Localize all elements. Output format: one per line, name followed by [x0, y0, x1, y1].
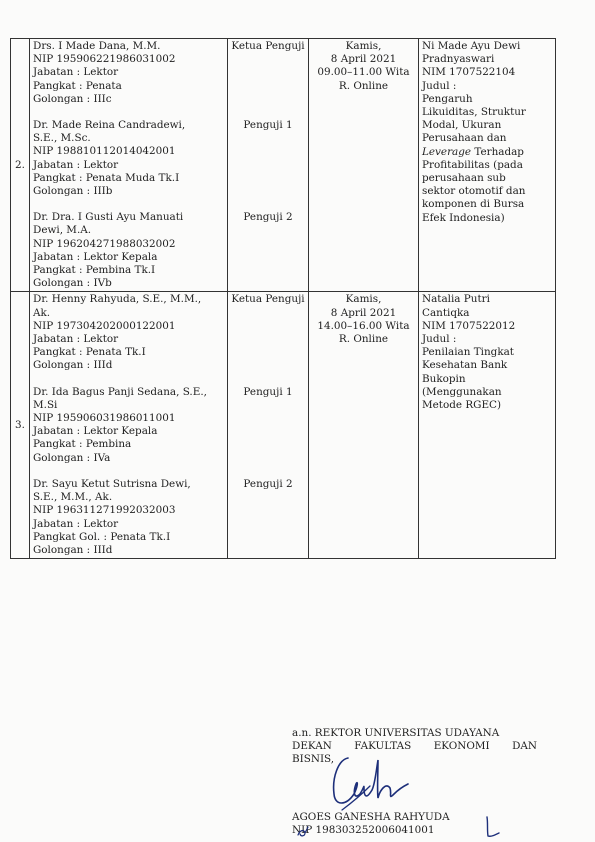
signature-on-behalf-line: a.n. REKTOR UNIVERSITAS UDAYANA [292, 727, 500, 739]
examiner-entry [33, 293, 224, 372]
spacer [231, 359, 305, 372]
examiner-jabatan: Jabatan : Lektor [33, 517, 119, 530]
examiner-golongan: Golongan : IVb [33, 277, 112, 290]
thesis-title-line: Metode RGEC) [422, 399, 502, 412]
examiner-name-line: M.Si [33, 398, 58, 411]
spacer [231, 224, 305, 237]
schedule-day: Kamis, [345, 293, 382, 306]
row-number [11, 39, 30, 292]
thesis-title-label: Judul : [422, 79, 457, 92]
student-nim: NIM 1707522012 [422, 319, 516, 332]
thesis-title-line: Efek Indonesia) [422, 211, 505, 224]
spacer [231, 531, 305, 544]
spacer [231, 145, 305, 158]
examiner-nip: NIP 195906221986031002 [33, 53, 176, 66]
examiner-jabatan: Jabatan : Lektor Kepala [33, 425, 158, 438]
signatory-name: AGOES GANESHA RAHYUDA [292, 811, 450, 823]
examiner-name-line: Dr. Sayu Ketut Sutrisna Dewi, [33, 477, 191, 490]
examiner-golongan: Golongan : IIIb [33, 185, 113, 198]
spacer [231, 504, 305, 517]
examiner-entry [33, 211, 224, 290]
thesis-title-line: Profitabilitas (pada [422, 158, 523, 171]
examiner-name-line: Dr. Ida Bagus Panji Sedana, S.E., [33, 385, 207, 398]
spacer [231, 159, 305, 172]
spacer [231, 277, 305, 290]
examiner-jabatan: Jabatan : Lektor [33, 333, 119, 346]
signature-dean-line: DEKAN FAKULTAS EKONOMI DAN [292, 740, 538, 752]
examiner-jabatan: Jabatan : Lektor [33, 66, 119, 79]
thesis-title-line: Penilaian Tingkat [422, 346, 514, 359]
row-number-text: 2. [15, 158, 25, 171]
table-row [11, 39, 556, 292]
examiner-role: Penguji 1 [243, 119, 293, 132]
role-cell [228, 39, 309, 292]
examiner-role: Ketua Penguji [231, 293, 305, 306]
schedule-place: R. Online [338, 79, 389, 92]
student-cell [419, 39, 556, 292]
examiner-pangkat: Pangkat : Penata Muda Tk.I [33, 171, 180, 184]
spacer [231, 491, 305, 504]
spacer [231, 518, 305, 531]
thesis-title-line: (Menggunakan [422, 385, 502, 398]
thesis-title-line: perusahaan sub [422, 172, 506, 185]
role-entry [231, 40, 305, 106]
spacer [33, 106, 224, 119]
examiner-role: Penguji 2 [243, 477, 293, 490]
spacer [231, 106, 305, 119]
examiner-jabatan: Jabatan : Lektor Kepala [33, 250, 158, 263]
spacer [231, 93, 305, 106]
thesis-title-line: Kesehatan Bank [422, 359, 508, 372]
spacer [231, 172, 305, 185]
thesis-title-line: Bukopin [422, 372, 466, 385]
handwritten-signature [320, 750, 410, 822]
spacer [231, 66, 305, 79]
examiner-nip: NIP 196311271992032003 [33, 504, 176, 517]
spacer [231, 346, 305, 359]
examiner-pangkat: Pangkat : Pembina Tk.I [33, 264, 156, 277]
spacer [231, 399, 305, 412]
thesis-title-line: Pengaruh [422, 92, 473, 105]
spacer [231, 132, 305, 145]
spacer [231, 452, 305, 465]
examiner-pangkat: Pangkat : Penata [33, 79, 122, 92]
examiner-golongan: Golongan : IVa [33, 451, 111, 464]
student-name-line: Natalia Putri [422, 293, 490, 306]
spacer [231, 425, 305, 438]
examiner-jabatan: Jabatan : Lektor [33, 158, 119, 171]
role-entry [231, 478, 305, 557]
spacer [231, 373, 305, 386]
examiner-name-line: Dewi, M.A. [33, 224, 92, 237]
student-cell [419, 292, 556, 559]
examiner-nip: NIP 198810112014042001 [33, 145, 176, 158]
spacer [231, 438, 305, 451]
role-cell [228, 292, 309, 559]
examiner-role: Ketua Penguji [231, 40, 305, 52]
schedule-date: 8 April 2021 [330, 306, 397, 319]
examiner-schedule-table [10, 38, 556, 559]
examiner-name-line: S.E., M.Sc. [33, 132, 91, 145]
spacer [231, 412, 305, 425]
role-entry [231, 119, 305, 198]
thesis-title-italic-word: Leverage [422, 145, 472, 158]
schedule-time: 14.00–16.00 Wita [317, 319, 410, 332]
examiner-role: Penguji 1 [243, 385, 293, 398]
table-row [11, 292, 556, 559]
examiner-pangkat: Pangkat : Penata Tk.I [33, 346, 146, 359]
spacer [231, 53, 305, 66]
spacer [33, 373, 224, 386]
examiner-golongan: Golongan : IIId [33, 359, 113, 372]
spacer [231, 465, 305, 478]
examiner-name-line: Drs. I Made Dana, M.M. [33, 40, 161, 52]
examiner-entry [33, 119, 224, 198]
role-entry [231, 386, 305, 465]
spacer [231, 320, 305, 333]
spacer [33, 465, 224, 478]
spacer [33, 198, 224, 211]
examiner-cell [30, 39, 228, 292]
spacer [231, 80, 305, 93]
examiner-nip: NIP 195906031986011001 [33, 412, 176, 425]
thesis-title-line: Likuiditas, Struktur [422, 106, 526, 119]
schedule-time: 09.00–11.00 Wita [317, 66, 410, 79]
thesis-title-line: komponen di Bursa [422, 198, 525, 211]
examiner-nip: NIP 197304202000122001 [33, 319, 176, 332]
examiner-name-line: Ak. [33, 306, 51, 319]
examiner-entry [33, 40, 224, 106]
examiner-golongan: Golongan : IIId [33, 543, 113, 556]
thesis-title-label: Judul : [422, 333, 457, 346]
examiner-pangkat: Pangkat Gol. : Penata Tk.I [33, 530, 171, 543]
examiner-nip: NIP 196204271988032002 [33, 237, 176, 250]
small-handwritten-mark [296, 825, 310, 839]
spacer [231, 307, 305, 320]
thesis-title-line: Perusahaan dan [422, 132, 507, 145]
spacer [231, 544, 305, 557]
thesis-title-after-italic: Terhadap [471, 145, 524, 158]
spacer [231, 198, 305, 211]
student-name-line: Ni Made Ayu Dewi [422, 40, 521, 52]
examiner-role: Penguji 2 [243, 211, 293, 224]
examiner-name-line: Dr. Made Reina Candradewi, [33, 119, 186, 132]
examiner-name-line: Dr. Henny Rahyuda, S.E., M.M., [33, 293, 202, 306]
student-name-line: Cantiqka [422, 306, 470, 319]
spacer [231, 264, 305, 277]
student-name-line: Pradnyaswari [422, 53, 495, 66]
thesis-title-line: Modal, Ukuran [422, 119, 502, 132]
examiner-golongan: Golongan : IIIc [33, 92, 112, 105]
examiner-name-line: Dr. Dra. I Gusti Ayu Manuati [33, 211, 184, 224]
row-number-text: 3. [15, 418, 25, 431]
schedule-place: R. Online [338, 333, 389, 346]
schedule-day: Kamis, [345, 40, 382, 52]
student-nim: NIM 1707522104 [422, 66, 516, 79]
role-entry [231, 211, 305, 290]
spacer [231, 238, 305, 251]
examiner-cell [30, 292, 228, 559]
schedule-cell [309, 39, 419, 292]
examiner-name-line: S.E., M.M., Ak. [33, 491, 113, 504]
thesis-title-line [422, 146, 552, 159]
schedule-date: 8 April 2021 [330, 53, 397, 66]
thesis-title-line: sektor otomotif dan [422, 185, 526, 198]
role-entry [231, 293, 305, 372]
examiner-pangkat: Pangkat : Pembina [33, 438, 132, 451]
examiner-entry [33, 478, 224, 557]
signature-faculty-line: BISNIS, [292, 753, 335, 765]
initial-mark [482, 815, 504, 841]
row-number [11, 292, 30, 559]
examiner-entry [33, 386, 224, 465]
spacer [231, 251, 305, 264]
spacer [231, 185, 305, 198]
schedule-cell [309, 292, 419, 559]
signatory-nip: NIP 198303252006041001 [292, 824, 435, 836]
spacer [231, 333, 305, 346]
